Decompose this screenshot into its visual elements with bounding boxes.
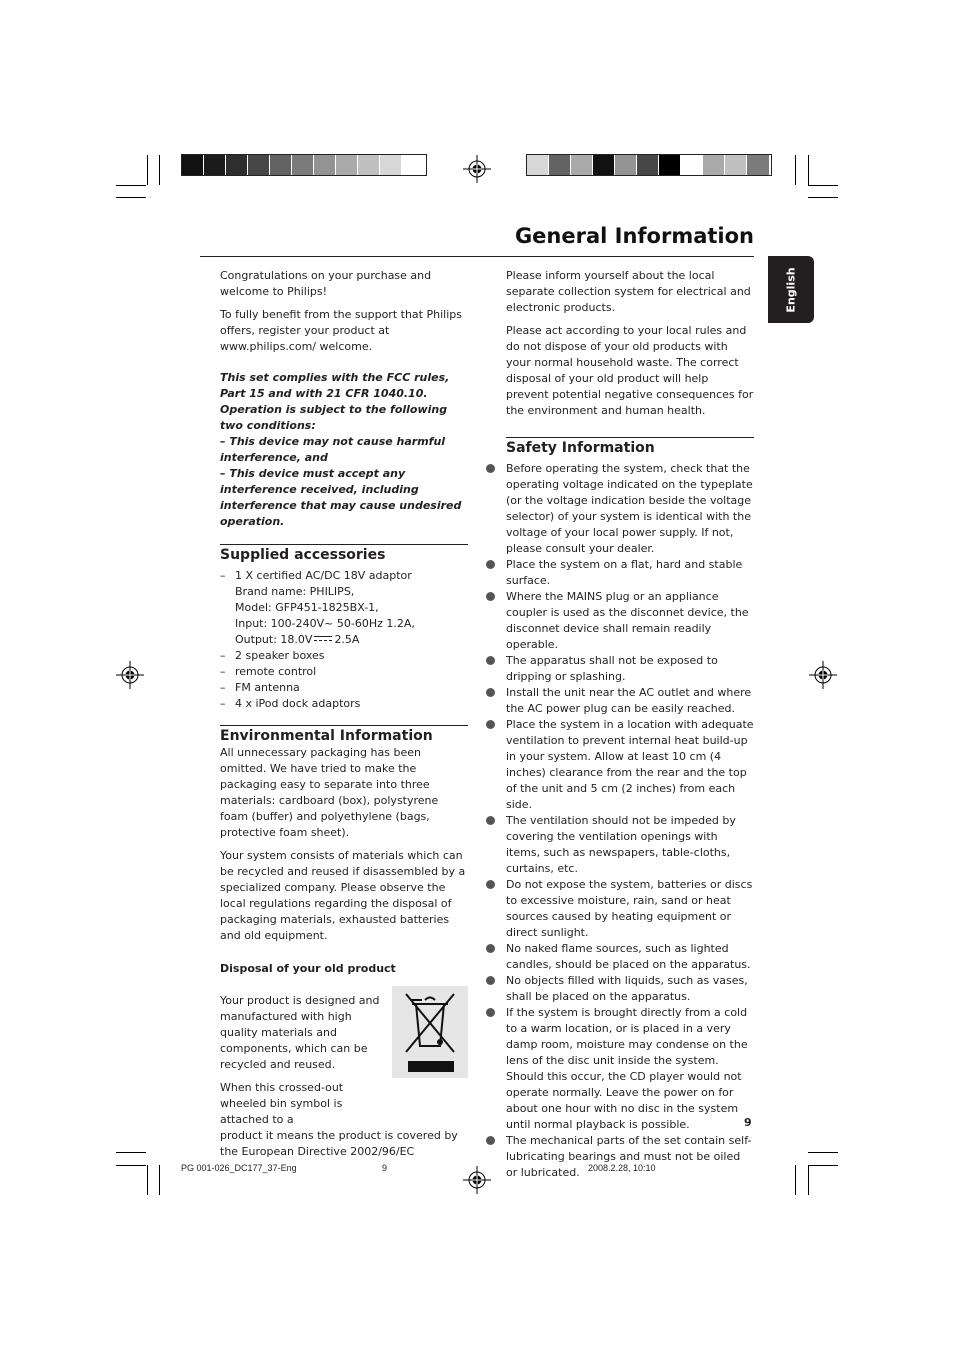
safety-item-text: The apparatus shall not be exposed to dripping or splashing. xyxy=(506,654,718,683)
list-item xyxy=(506,1133,754,1181)
safety-item-text: Place the system on a flat, hard and stable surface. xyxy=(506,558,743,587)
language-tab-label: English xyxy=(784,266,798,313)
left-column xyxy=(220,268,468,1160)
color-swatch xyxy=(204,155,226,175)
list-item xyxy=(220,568,468,648)
safety-item-text: Do not expose the system, batteries or discs to excessive moisture, rain, sand or heat sources caused by heating equipment or direct sunlight. xyxy=(506,878,753,939)
color-swatch xyxy=(571,155,593,175)
list-item xyxy=(506,461,754,557)
bullet-icon xyxy=(486,560,495,569)
safety-item-text: Before operating the system, check that the operating voltage indicated on the typeplate (or the voltage indication beside the voltage selector) of your system is identical with the voltage of your local power supply. If not, please consult your dealer. xyxy=(506,462,753,555)
color-swatch xyxy=(703,155,725,175)
color-swatch xyxy=(226,155,248,175)
color-swatch xyxy=(549,155,571,175)
accessories-list xyxy=(220,568,468,712)
crop-mark xyxy=(795,155,796,185)
crop-mark xyxy=(808,1152,838,1153)
color-swatch xyxy=(593,155,615,175)
safety-item-text: Where the MAINS plug or an appliance coupler is used as the disconnet device, the disconnet device shall remain readily operable. xyxy=(506,590,749,651)
adaptor-line xyxy=(235,632,468,648)
color-swatch xyxy=(527,155,549,175)
color-swatch xyxy=(747,155,769,175)
fcc-line: This set complies with the FCC rules, xyxy=(220,371,450,384)
bullet-icon xyxy=(486,656,495,665)
disposal-text: product it means the product is covered by the European Directive 2002/96/EC xyxy=(220,1129,458,1158)
color-swatch xyxy=(615,155,637,175)
bullet-icon xyxy=(486,464,495,473)
dc-symbol-icon xyxy=(314,636,332,644)
safety-item-text: No objects filled with liquids, such as vases, shall be placed on the apparatus. xyxy=(506,974,748,1003)
adaptor-line: – 1 X certified AC/DC 18V adaptor xyxy=(235,569,412,582)
list-item xyxy=(506,877,754,941)
list-item xyxy=(506,685,754,717)
disposal-text: When this crossed-out wheeled bin symbol is attached to a xyxy=(220,1081,344,1126)
page-number: 9 xyxy=(744,1116,752,1129)
list-item xyxy=(506,941,754,973)
crop-mark xyxy=(147,1165,148,1195)
list-item xyxy=(506,653,754,685)
intro-paragraph: To fully benefit from the support that Philips offers, register your product at www.philips.com/ welcome. xyxy=(220,308,462,353)
color-swatch xyxy=(402,155,424,175)
color-swatch xyxy=(336,155,358,175)
color-swatch xyxy=(292,155,314,175)
crop-mark xyxy=(795,1165,796,1195)
color-swatch xyxy=(380,155,402,175)
crossed-out-bin-icon xyxy=(392,986,468,1078)
color-swatch xyxy=(659,155,681,175)
environmental-paragraph: Your system consists of materials which can be recycled and reused if disassembled by a specialized company. Please observe the local regulations regarding the disposal of packaging materials, exhausted batteries and old equipment. xyxy=(220,849,466,942)
bullet-icon xyxy=(486,944,495,953)
bullet-icon xyxy=(486,880,495,889)
list-item xyxy=(506,557,754,589)
disposal-heading: Disposal of your old product xyxy=(220,962,396,975)
bullet-icon xyxy=(486,1008,495,1017)
adaptor-line: Model: GFP451-1825BX-1, xyxy=(235,601,379,614)
crop-mark xyxy=(808,155,809,185)
crop-mark xyxy=(116,185,146,186)
color-swatch xyxy=(270,155,292,175)
fcc-line: – This device must accept any interference received, including interference that may cause undesired operation. xyxy=(220,467,462,528)
color-swatch xyxy=(725,155,747,175)
footer-page: 9 xyxy=(382,1163,388,1173)
list-item xyxy=(506,813,754,877)
collection-paragraph: Please act according to your local rules and do not dispose of your old products with your normal household waste. The correct disposal of your old product will help prevent potential negative consequences for the environment and human health. xyxy=(506,324,754,417)
color-swatch xyxy=(248,155,270,175)
crop-mark xyxy=(116,1152,146,1153)
crop-mark xyxy=(147,155,148,185)
color-swatch xyxy=(681,155,703,175)
environmental-heading: Environmental Information xyxy=(220,725,468,745)
right-column xyxy=(506,268,754,1181)
adaptor-line: Input: 100-240V~ 50-60Hz 1.2A, xyxy=(235,617,415,630)
list-item: – remote control xyxy=(220,664,468,680)
safety-heading: Safety Information xyxy=(506,437,754,457)
color-calibration-bar xyxy=(526,154,772,176)
fcc-notice xyxy=(220,370,468,530)
disposal-paragraph xyxy=(220,1080,468,1160)
page-title: General Information xyxy=(514,224,754,248)
environmental-paragraph: All unnecessary packaging has been omitted. We have tried to make the packaging easy to separate into three materials: cardboard (box), polystyrene foam (buffer) and polyethylene (bags, protective foam sheet). xyxy=(220,746,439,839)
color-swatch xyxy=(637,155,659,175)
fcc-line: Operation is subject to the following two conditions: xyxy=(220,403,448,432)
disposal-paragraph: Your product is designed and manufactured with high quality materials and components, which can be recycled and reused. xyxy=(220,994,380,1071)
bullet-icon xyxy=(486,720,495,729)
color-swatch xyxy=(358,155,380,175)
crop-mark xyxy=(808,197,838,198)
list-item xyxy=(506,589,754,653)
fcc-line: Part 15 and with 21 CFR 1040.10. xyxy=(220,387,428,400)
safety-item-text: Place the system in a location with adequate ventilation to prevent internal heat build-up in your system. Allow at least 10 cm (4 inches) clearance from the rear and the top of the unit and 5 cm (2 inches) from each side. xyxy=(506,718,754,811)
intro-paragraph: Congratulations on your purchase and welcome to Philips! xyxy=(220,269,432,298)
list-item: – 4 x iPod dock adaptors xyxy=(220,696,468,712)
crop-mark xyxy=(808,1165,838,1166)
safety-item-text: The ventilation should not be impeded by covering the ventilation openings with items, such as newspapers, table-cloths, curtains, etc. xyxy=(506,814,736,875)
crop-mark xyxy=(808,1165,809,1195)
list-item: – 2 speaker boxes xyxy=(220,648,468,664)
footer-date: 2008.2.28, 10:10 xyxy=(588,1163,656,1173)
title-rule xyxy=(200,256,754,257)
language-tab xyxy=(768,256,814,323)
weee-symbol xyxy=(392,986,468,1078)
bullet-icon xyxy=(486,688,495,697)
registration-mark-icon xyxy=(809,661,837,689)
output-current: 2.5A xyxy=(334,633,360,646)
crop-mark xyxy=(116,197,146,198)
bullet-icon xyxy=(486,1136,495,1145)
disposal-block xyxy=(220,993,468,1160)
color-swatch xyxy=(182,155,204,175)
registration-mark-icon xyxy=(116,661,144,689)
accessories-heading: Supplied accessories xyxy=(220,544,468,564)
safety-item-text: No naked flame sources, such as lighted candles, should be placed on the apparatus. xyxy=(506,942,751,971)
list-item xyxy=(506,717,754,813)
crop-mark xyxy=(159,155,160,185)
output-voltage: Output: 18.0V xyxy=(235,633,313,646)
registration-mark-icon xyxy=(463,1166,491,1194)
safety-item-text: The mechanical parts of the set contain self-lubricating bearings and must not be oiled or lubricated. xyxy=(506,1134,752,1179)
adaptor-line: Brand name: PHILIPS, xyxy=(235,585,355,598)
safety-item-text: Install the unit near the AC outlet and where the AC power plug can be easily reached. xyxy=(506,686,752,715)
bullet-icon xyxy=(486,816,495,825)
list-item xyxy=(506,973,754,1005)
fcc-line: – This device may not cause harmful interference, and xyxy=(220,435,446,464)
color-swatch xyxy=(314,155,336,175)
bullet-icon xyxy=(486,592,495,601)
crop-mark xyxy=(159,1165,160,1195)
collection-paragraph: Please inform yourself about the local separate collection system for electrical and electronic products. xyxy=(506,269,751,314)
registration-mark-icon xyxy=(463,155,491,183)
safety-list xyxy=(506,461,754,1181)
bullet-icon xyxy=(486,976,495,985)
crop-mark xyxy=(808,185,838,186)
list-item: – FM antenna xyxy=(220,680,468,696)
list-item xyxy=(506,1005,754,1133)
footer-file: PG 001-026_DC177_37-Eng xyxy=(181,1163,297,1173)
crop-mark xyxy=(116,1165,146,1166)
safety-item-text: If the system is brought directly from a cold to a warm location, or is placed in a very damp room, moisture may condense on the lens of the disc unit inside the system. Should this occur, the CD player would not operate normally. Leave the power on for about one hour with no disc in the system until normal playback is possible. xyxy=(506,1006,748,1131)
color-calibration-bar xyxy=(181,154,427,176)
